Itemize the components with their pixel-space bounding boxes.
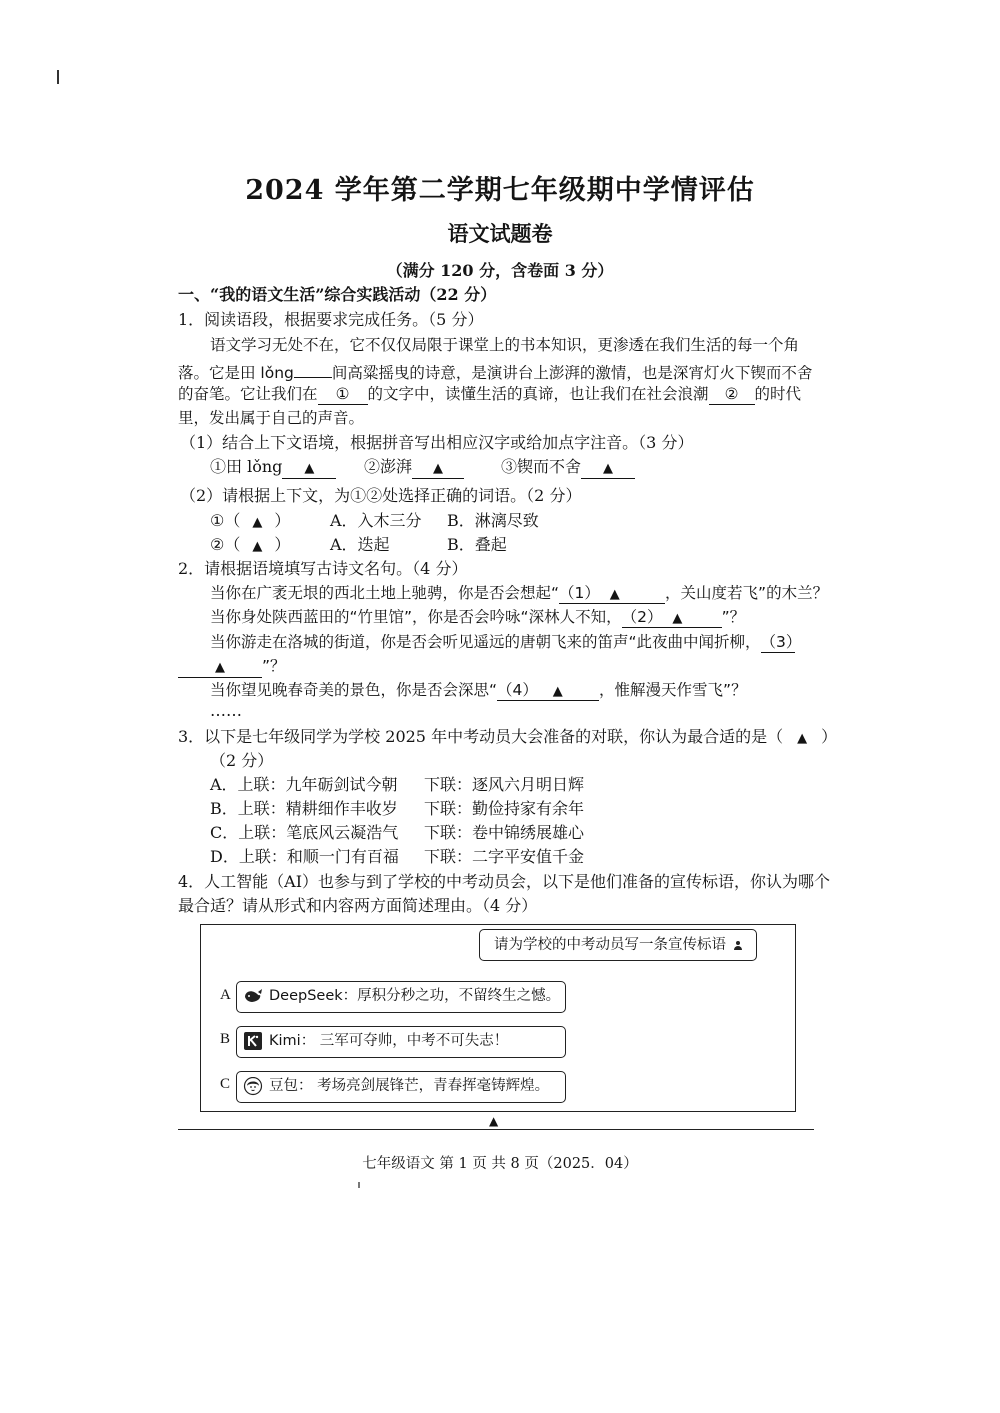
answer-letter: B	[220, 1031, 231, 1047]
q3-option-left: D．上联：和顺一门有百福	[210, 847, 399, 866]
q3-option-right: 下联：勤俭持家有余年	[424, 799, 585, 818]
q3-option-left: B．上联：精耕细作丰收岁	[210, 799, 398, 818]
blank-label: （2）	[621, 608, 663, 626]
q3-option-left: A．上联：九年砺剑试今朝	[210, 775, 398, 794]
choice-close: ）	[274, 511, 291, 530]
exam-title: 2024 学年第二学期七年级期中学情评估	[245, 175, 755, 206]
kimi-answer-bubble	[236, 1026, 566, 1058]
score-note: （满分 120 分，含卷面 3 分）	[386, 261, 614, 280]
blank-4[interactable]	[497, 681, 599, 701]
footer-divider	[178, 1129, 814, 1130]
blank-2[interactable]: ②	[709, 385, 755, 405]
line-text: ”？	[262, 657, 286, 675]
q4-prompt: 4．人工智能（AI）也参与到了学校的中考动员会，以下是他们准备的宣传标语，你认为哪个	[178, 872, 831, 891]
answer-text: DeepSeek：厚积分秒之功，不留终生之憾。	[269, 988, 561, 1004]
answer-marker: ▲	[489, 1114, 499, 1128]
q2-line	[210, 631, 802, 653]
q3-option-right: 下联：卷中锦绣展雄心	[424, 823, 585, 842]
q1-choice-row	[210, 510, 290, 534]
q4-prompt: 最合适？请从形式和内容两方面简述理由。（4 分）	[178, 896, 538, 915]
answer-slot[interactable]: ▲	[252, 515, 263, 530]
q1-sub1-item	[210, 456, 336, 479]
q1-sub1-item	[501, 456, 635, 479]
ellipsis: ……	[210, 701, 242, 720]
q1-prompt: 1．阅读语段，根据要求完成任务。（5 分）	[178, 310, 484, 329]
line-text: 当你在广袤无垠的西北土地上驰骋，你是否会想起“	[210, 584, 560, 602]
prompt-bubble	[479, 929, 757, 961]
line-text: 当你身处陕西蓝田的“竹里馆”，你是否会吟咏“深林人不知，	[210, 608, 622, 626]
q1-passage-line: 里，发出属于自己的声音。	[178, 409, 365, 427]
whale-logo-icon	[243, 987, 263, 1006]
q1-sub1: （1）结合上下文语境，根据拼音写出相应汉字或给加点字注音。（3 分）	[180, 433, 694, 452]
answer-slot[interactable]: ▲	[252, 539, 263, 554]
passage-text: 落。它是田 lǒng	[178, 364, 294, 382]
answer-blank[interactable]: ▲	[282, 459, 336, 479]
blank-1[interactable]: ①	[318, 385, 368, 405]
section-heading: 一、“我的语文生活”综合实践活动（22 分）	[178, 285, 497, 304]
q3-option-right: 下联：逐风六月明日辉	[424, 775, 585, 794]
passage-text: 的文字中，读懂生活的真谛，也让我们在社会浪潮	[367, 385, 709, 403]
answer-letter: C	[220, 1076, 231, 1092]
q2-line	[178, 655, 286, 678]
triangle-mark: ▲	[672, 611, 683, 626]
item-label: ②澎湃	[364, 457, 413, 476]
option-a: A．迭起	[330, 535, 390, 554]
option-b: B．淋漓尽致	[447, 511, 539, 530]
line-text: ，关山度若飞”的木兰？	[665, 584, 829, 602]
blank-label: （4）	[497, 681, 538, 699]
blank-1[interactable]	[559, 584, 665, 604]
option-a: A．入木三分	[330, 511, 422, 530]
answer-blank[interactable]: ▲	[412, 459, 464, 479]
line-text: 当你游走在洛城的街道，你是否会听见遥远的唐朝飞来的笛声“此夜曲中闻折柳，	[210, 633, 761, 651]
prompt-text: 请为学校的中考动员写一条宣传标语	[494, 937, 726, 953]
q1-passage-line	[178, 383, 801, 405]
choice-number: ②（	[210, 535, 241, 554]
prompt-close: ）	[821, 727, 838, 746]
doubao-answer-bubble	[236, 1071, 566, 1103]
exam-subtitle: 语文试题卷	[447, 221, 553, 246]
passage-text: 间高粱摇曳的诗意，是演讲台上澎湃的激情，也是深宵灯火下锲而不舍	[331, 364, 813, 382]
avatar-girl-icon	[243, 1077, 263, 1096]
page-footer: 七年级语文 第 1 页 共 8 页（2025．04）	[362, 1156, 638, 1172]
blank-label: （1）	[559, 584, 600, 602]
passage-text: 的奋笔。它让我们在	[178, 385, 318, 403]
triangle-mark: ▲	[609, 587, 620, 602]
passage-blank	[294, 358, 332, 378]
q2-line	[210, 606, 745, 628]
q1-passage-line	[178, 358, 812, 384]
option-b: B．叠起	[447, 535, 507, 554]
blank-3-continued[interactable]: ▲	[178, 658, 262, 678]
answer-slot[interactable]: ▲	[797, 731, 808, 746]
q1-sub1-item	[364, 456, 464, 479]
answer-letter: A	[220, 987, 231, 1003]
blank-3[interactable]: （3）	[760, 633, 802, 651]
scan-artifact	[358, 1182, 360, 1188]
item-label: ③锲而不舍	[501, 457, 582, 476]
answer-blank[interactable]: ▲	[581, 459, 635, 479]
triangle-mark: ▲	[552, 684, 563, 699]
k-logo-icon	[243, 1032, 263, 1051]
line-text: ”？	[721, 608, 746, 626]
q2-line	[210, 582, 828, 604]
choice-close: ）	[274, 535, 291, 554]
line-text: ，惟解漫天作雪飞”？	[599, 681, 747, 699]
deepseek-answer-bubble	[236, 981, 566, 1013]
q3-prompt	[178, 726, 837, 750]
item-label: ①田 lǒng	[210, 457, 283, 476]
q1-passage-line: 语文学习无处不在，它不仅仅局限于课堂上的书本知识，更渗透在我们生活的每一个角	[210, 336, 800, 354]
answer-text: 豆包： 考场亮剑展锋芒，青春挥毫铸辉煌。	[269, 1078, 550, 1094]
line-text: 当你望见晚春奇美的景色，你是否会深思“	[210, 681, 498, 699]
q3-points: （2 分）	[210, 751, 274, 770]
passage-text: 的时代	[754, 385, 802, 403]
user-icon	[734, 941, 742, 950]
ai-chat-figure	[200, 924, 796, 1112]
q1-sub2: （2）请根据上下文，为①②处选择正确的词语。（2 分）	[180, 486, 582, 505]
prompt-text: 3．以下是七年级同学为学校 2025 年中考动员大会准备的对联，你认为最合适的是（	[178, 727, 784, 746]
q2-prompt: 2．请根据语境填写古诗文名句。（4 分）	[178, 559, 468, 578]
choice-number: ①（	[210, 511, 241, 530]
q3-option-right: 下联：二字平安值千金	[424, 847, 585, 866]
scan-artifact	[57, 70, 59, 84]
q3-option-left: C．上联：笔底风云凝浩气	[210, 823, 399, 842]
answer-text: Kimi： 三军可夺帅，中考不可失志！	[269, 1033, 509, 1049]
q2-line	[210, 679, 747, 701]
q1-choice-row	[210, 534, 290, 558]
blank-2[interactable]	[622, 608, 722, 628]
